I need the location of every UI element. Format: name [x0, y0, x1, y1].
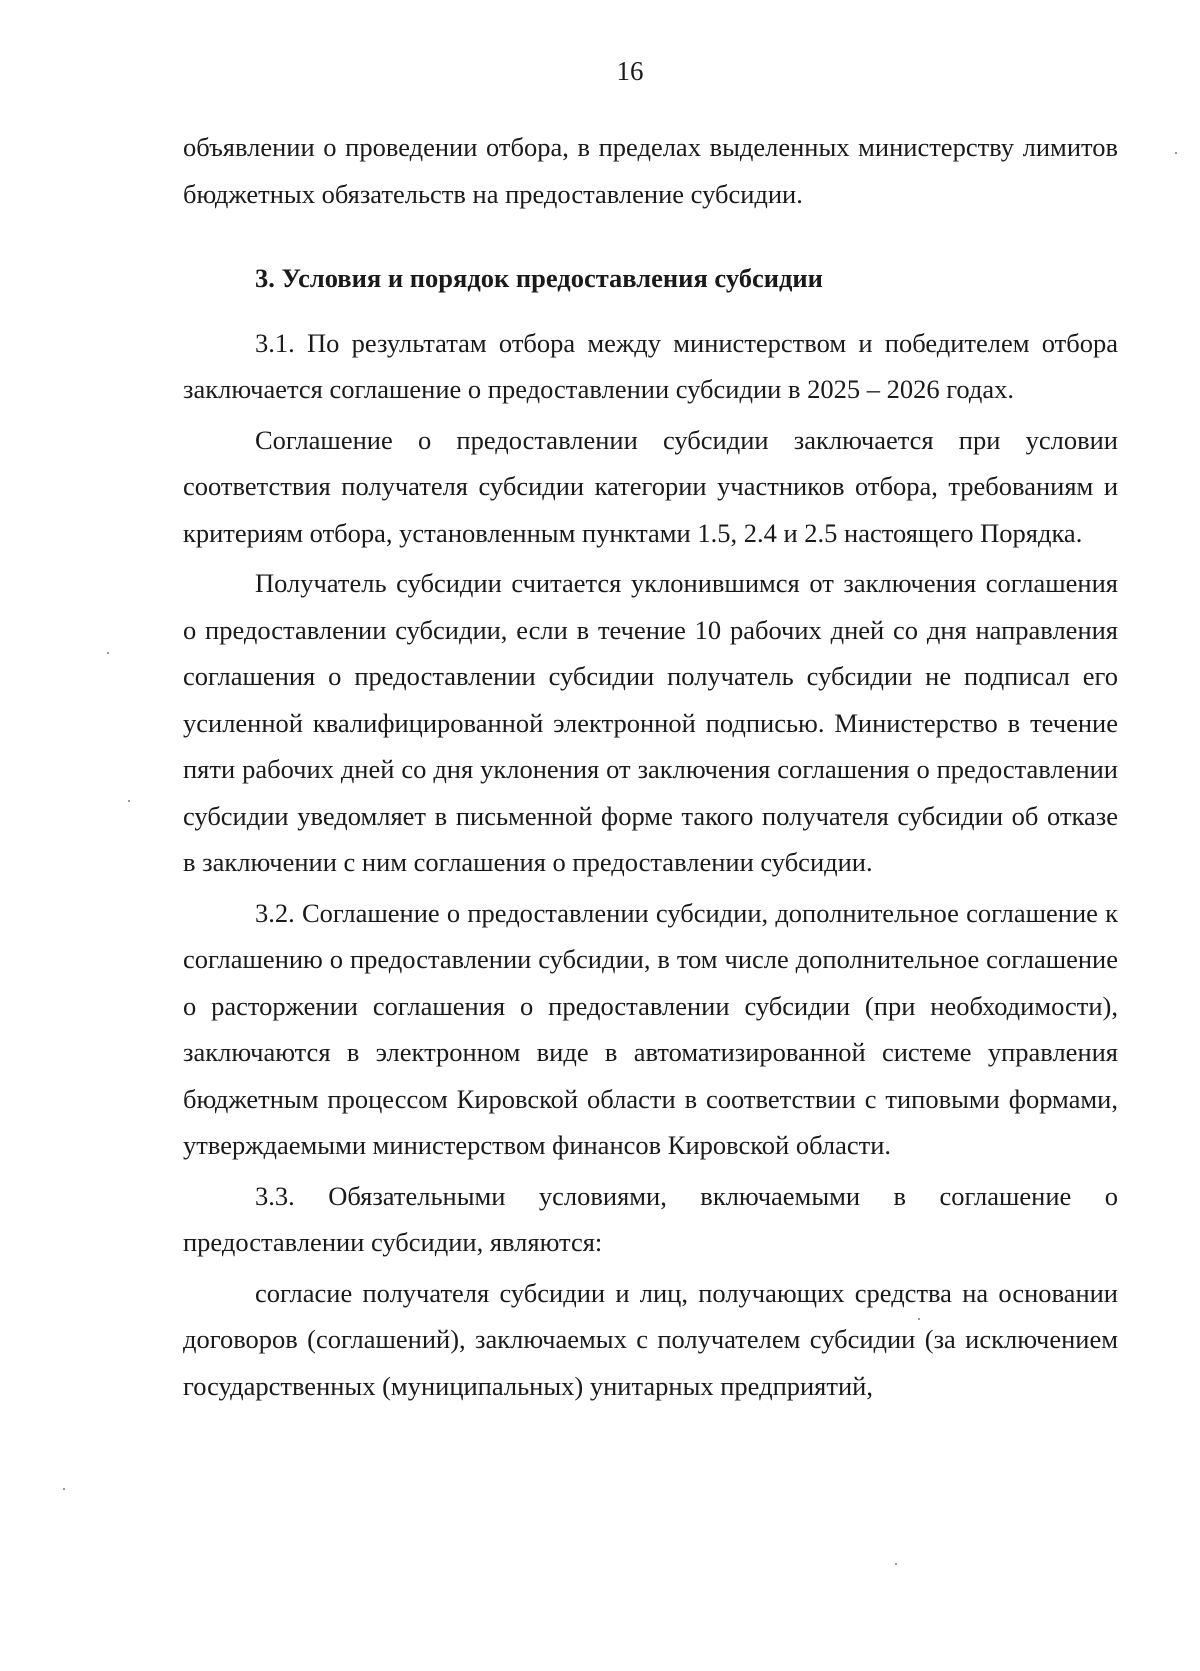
paragraph-agreement-condition: Соглашение о предоставлении субсидии заключается при условии соответствия получателя субсидии категории участников отбора, требованиям и критериям отбора, установленным пунктами 1.5, 2.4 и 2.5 настоящего Порядка. — [183, 424, 1118, 548]
section-heading: 3. Условия и порядок предоставления субсидии — [255, 263, 823, 293]
document-body — [183, 124, 1118, 1409]
paragraph-continuation: объявлении о проведении отбора, в пределах выделенных министерству лимитов бюджетных обязательств на предоставление субсидии. — [183, 132, 1118, 209]
paragraph-evasion: Получатель субсидии считается уклонившимся от заключения соглашения о предоставлении субсидии, если в течение 10 рабочих дней со дня направления соглашения о предоставлении субсидии получатель субсидии не подписал его усиленной квалифицированной электронной подписью. Министерство в течение пяти рабочих дней со дня уклонения от заключения соглашения о предоставлении субсидии уведомляет в письменной форме такого получателя субсидии об отказе в заключении с ним соглашения о предоставлении субсидии. — [183, 568, 1118, 877]
paragraph-3-2: 3.2. Соглашение о предоставлении субсидии, дополнительное соглашение к соглашению о предоставлении субсидии, в том числе дополнительное соглашение о расторжении соглашения о предоставлении субсидии (при необходимости), заключаются в электронном виде в автоматизированной системе управления бюджетным процессом Кировской области в соответствии с типовыми формами, утверждаемыми министерством финансов Кировской области. — [183, 897, 1118, 1160]
scan-speck — [128, 800, 130, 802]
paragraph-consent: согласие получателя субсидии и лиц, получающих средства на основании договоров (соглашений), заключаемых с получателем субсидии (за исключением государственных (муниципальных) унитарных предприятий, — [183, 1277, 1118, 1401]
paragraph-3-1: 3.1. По результатам отбора между министерством и победителем отбора заключается соглашение о предоставлении субсидии в 2025 – 2026 годах. — [183, 327, 1118, 404]
scan-speck — [895, 1563, 897, 1565]
scan-speck — [63, 1488, 65, 1490]
scan-speck — [918, 1318, 920, 1320]
paragraph-3-3: 3.3. Обязательными условиями, включаемыми в соглашение о предоставлении субсидии, являются: — [183, 1180, 1118, 1257]
scan-speck — [1175, 152, 1177, 154]
scan-speck — [107, 652, 109, 654]
page-number: 16 — [616, 56, 644, 86]
